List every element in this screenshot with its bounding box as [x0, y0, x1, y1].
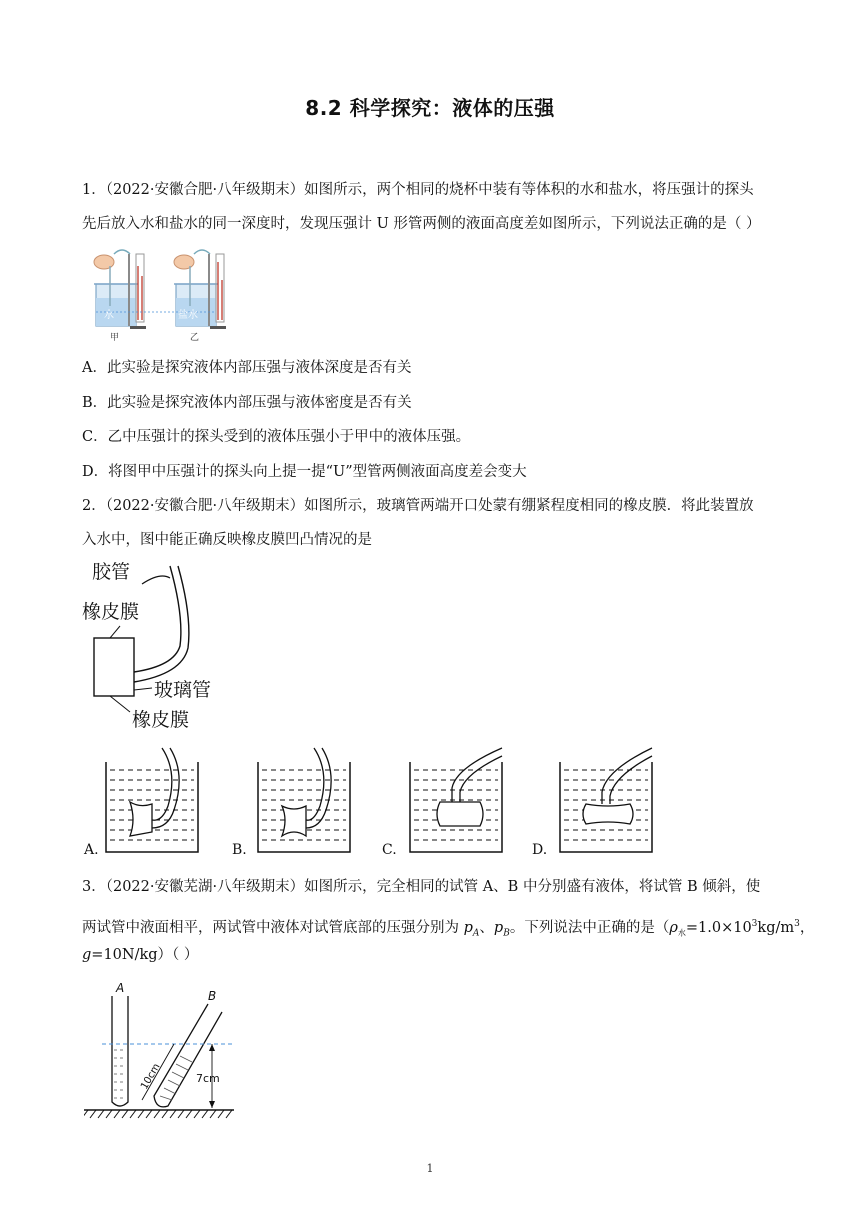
q1-figure — [84, 246, 244, 342]
q1-option-b: B．此实验是探究液体内部压强与液体密度是否有关 — [82, 395, 412, 411]
q2-choice-c-label[interactable]: C. — [382, 842, 397, 858]
q1-stem-line2: 先后放入水和盐水的同一深度时，发现压强计 U 形管两侧的液面高度差如图所示，下列说法正确的是（ ） — [82, 216, 761, 232]
q1-label-jia: 甲 — [110, 333, 120, 342]
q2-stem-line1: 2．（2022·安徽合肥·八年级期末）如图所示，玻璃管两端开口处蒙有绷紧程度相同的橡皮膜．将此装置放 — [82, 498, 754, 514]
q2-choice-b-figure — [256, 744, 352, 854]
page-title: 8.2 科学探究：液体的压强 — [305, 96, 555, 120]
q1-stem-line1: 1．（2022·安徽合肥·八年级期末）如图所示，两个相同的烧杯中装有等体积的水和盐水，将压强计的探头 — [82, 182, 754, 198]
q2-choice-a-label[interactable]: A. — [84, 842, 99, 858]
q2-choice-d-label[interactable]: D. — [532, 842, 548, 858]
q2-label-tube: 胶管 — [92, 561, 131, 583]
q2-label-membrane-top: 橡皮膜 — [82, 601, 140, 623]
page-number: 1 — [426, 1162, 434, 1175]
q1-option-c: C．乙中压强计的探头受到的液体压强小于甲中的液体压强。 — [82, 429, 471, 445]
q3-label-10cm: 10cm — [139, 1061, 163, 1092]
glass-tube-body — [94, 638, 134, 696]
q1-label-salt: 盐水 — [178, 310, 198, 321]
q3-stem-line1: 3．（2022·安徽芜湖·八年级期末）如图所示，完全相同的试管 A、B 中分别盛有液体，将试管 B 倾斜，使 — [82, 879, 761, 895]
q2-choice-a-figure — [104, 744, 200, 854]
q1-option-a: A．此实验是探究液体内部压强与液体深度是否有关 — [82, 360, 412, 376]
q3-label-7cm: 7cm — [196, 1072, 220, 1085]
q2-label-glass: 玻璃管 — [154, 679, 212, 701]
q1-label-yi: 乙 — [190, 333, 200, 342]
q3-label-a: A — [116, 981, 125, 995]
q2-choice-d-figure — [558, 744, 654, 854]
q3-test-tube-figure — [84, 978, 244, 1128]
hand-icon — [94, 255, 114, 269]
q2-label-membrane-bottom: 橡皮膜 — [132, 709, 190, 731]
test-tube-a — [112, 996, 128, 1106]
q2-stem-line2: 入水中，图中能正确反映橡皮膜凹凸情况的是 — [82, 532, 372, 548]
q1-label-water: 水 — [104, 310, 114, 321]
q2-choice-b-label[interactable]: B. — [232, 842, 247, 858]
hand-icon — [174, 255, 194, 269]
q2-apparatus-figure — [80, 556, 240, 732]
q3-stem-line3: g=10N/kg）（ ） — [82, 947, 199, 963]
q2-choice-c-figure — [408, 744, 504, 854]
q3-stem-line2: 两试管中液面相平，两试管中液体对试管底部的压强分别为 $p_A$、$p_B$。下列说法中正确的是（$\rho_水=1.0\times 10^3kg/m^3$， — [82, 919, 815, 939]
q3-label-b: B — [208, 989, 217, 1003]
q1-option-d: D．将图甲中压强计的探头向上提一提“U”型管两侧液面高度差会变大 — [82, 464, 527, 480]
